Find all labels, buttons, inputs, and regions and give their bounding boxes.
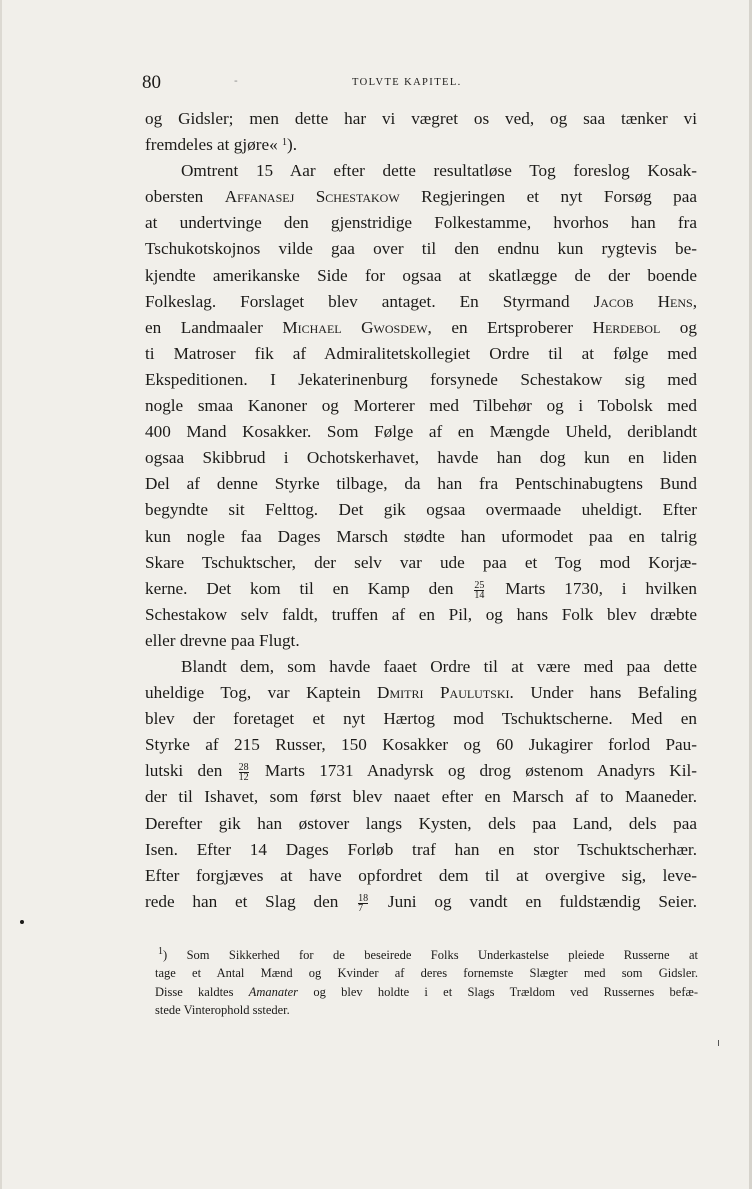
body-line: Schestakow selv faldt, truffen af en Pil, og hans Folk blev dræbte — [145, 604, 697, 624]
body-line: Del af denne Styrke tilbage, da han fra Pentschinabugtens Bund — [145, 474, 697, 494]
person-name: Affanasej Schestakow — [224, 187, 400, 207]
footnote-line: Disse kaldtes Amanater og blev holdte i et Slags Trældom ved Russernes befæ- — [155, 984, 698, 999]
body-line: og Gidsler; men dette har vi vægret os ved, og saa tænker vi — [145, 109, 697, 128]
date-fraction: $\frac{25}{14}$ — [474, 579, 485, 601]
date-fraction: $\frac{28}{12}$ — [238, 762, 249, 784]
body-line: ti Matroser fik af Admiralitetskollegiet Ordre til at følge med — [145, 343, 697, 363]
footnote-line: stede Vinterophold ssteder. — [155, 1003, 290, 1018]
body-line: Ekspeditionen. I Jekaterinenburg forsynede Schestakow sig med — [145, 369, 697, 389]
body-line: obersten Affanasej Schestakow Regjeringen et nyt Forsøg paa — [145, 187, 697, 207]
body-line: Tschukotskojnos vilde gaa over til den endnu kun rygtevis be- — [145, 239, 697, 259]
header-mark: - — [234, 74, 238, 87]
footnote-line: $^1$) Som Sikkerhed for de beseirede Folks Underkastelse pleiede Russerne at — [158, 946, 698, 962]
body-line: lutski den $\frac{28}{12}$ Marts 1731 Anadyrsk og drog østenom Anadyrs Kil- — [145, 761, 697, 784]
body-line: rede han et Slag den $\frac{18}{7}$ Juni og vandt en fuldstændig Seier. — [145, 891, 697, 914]
body-line: fremdeles at gjøre« $^1$). — [145, 135, 297, 155]
page-number: 80 — [142, 72, 161, 93]
body-line: at undertvinge den gjenstridige Folkestamme, hvorhos han fra — [145, 213, 697, 233]
person-name: Jacob Hens — [593, 291, 693, 311]
body-line: Blandt dem, som havde faaet Ordre til at være med paa dette — [181, 656, 697, 676]
body-text — [145, 106, 697, 915]
body-line: kerne. Det kom til en Kamp den $\frac{25}{14}$ Marts 1730, i hvilken — [145, 578, 697, 601]
body-line: kun nogle faa Dages Marsch stødte han uformodet paa en talrig — [145, 526, 697, 546]
body-line: nogle smaa Kanoner og Morterer med Tilbehør og i Tobolsk med — [145, 396, 697, 416]
body-line: Isen. Efter 14 Dages Forløb traf han en stor Tschuktscherhær. — [145, 839, 697, 859]
person-name: Herdebol — [592, 317, 661, 337]
page-header — [142, 72, 702, 102]
running-title: TOLVTE KAPITEL. — [352, 77, 462, 88]
body-line: 400 Mand Kosakker. Som Følge af en Mængde Uheld, deriblandt — [145, 422, 697, 442]
body-line: Efter forgjæves at have opfordret dem til at overgive sig, leve- — [145, 865, 697, 885]
footnote-ref: 1 — [281, 137, 287, 149]
body-line: Derefter gik han østover langs Kysten, dels paa Land, dels paa — [145, 813, 697, 833]
body-line: ogsaa Skibbrud i Ochotskerhavet, havde han dog kun en liden — [145, 448, 697, 468]
person-name: Dmitri Paulutski — [377, 683, 510, 703]
body-line: Folkeslag. Forslaget blev antaget. En Styrmand Jacob Hens, — [145, 291, 697, 311]
date-fraction: $\frac{18}{7}$ — [358, 892, 369, 914]
footnote-line: tage et Antal Mænd og Kvinder af deres fornemste Slægter med som Gidsler. — [155, 966, 698, 981]
body-line: der til Ishavet, som først blev naaet efter en Marsch af to Maaneder. — [145, 787, 697, 807]
body-line: Omtrent 15 Aar efter dette resultatløse Tog foreslog Kosak- — [181, 161, 697, 181]
margin-dot — [20, 920, 24, 924]
body-line: Styrke af 215 Russer, 150 Kosakker og 60 Jukagirer forlod Pau- — [145, 735, 697, 755]
body-line: eller drevne paa Flugt. — [145, 630, 300, 650]
person-name: Michael Gwosdew — [282, 317, 428, 337]
body-line: blev der foretaget et nyt Hærtog mod Tschuktscherne. Med en — [145, 709, 697, 729]
body-line: kjendte amerikanske Side for ogsaa at skatlægge de der boende — [145, 265, 697, 285]
footnote — [155, 946, 698, 1020]
body-line: begyndte sit Felttog. Det gik ogsaa overmaade uheldigt. Efter — [145, 500, 697, 520]
body-line: en Landmaaler Michael Gwosdew, en Ertsproberer Herdebol og — [145, 317, 697, 337]
margin-tick — [718, 1040, 719, 1046]
body-line: uheldige Tog, var Kaptein Dmitri Paulutski. Under hans Befaling — [145, 683, 697, 703]
footnote-marker: 1 — [158, 946, 163, 957]
footnote-term: Amanater — [248, 984, 299, 999]
body-line: Skare Tschuktscher, der selv var ude paa et Tog mod Korjæ- — [145, 552, 697, 572]
